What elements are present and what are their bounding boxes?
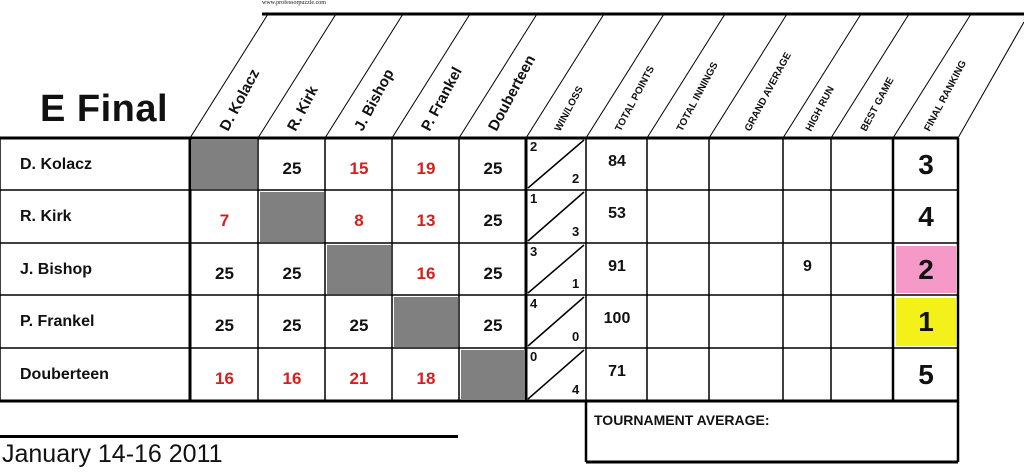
header-stat-label: TOTAL INNINGS xyxy=(674,60,721,134)
score-cell: 25 xyxy=(215,316,234,335)
page-title: E Final xyxy=(40,88,169,130)
score-cell: 16 xyxy=(215,369,234,388)
losses-value: 1 xyxy=(572,276,580,291)
wins-value: 4 xyxy=(530,296,538,311)
wins-value: 1 xyxy=(530,191,538,206)
losses-value: 2 xyxy=(572,171,580,186)
score-cell: 15 xyxy=(349,158,369,178)
score-cell: 25 xyxy=(483,263,503,283)
blank-self-cell xyxy=(327,245,391,294)
losses-value: 4 xyxy=(572,382,580,397)
header-stat-label: TOTAL POINTS xyxy=(613,64,658,134)
high-run xyxy=(785,350,830,400)
score-cell: 25 xyxy=(483,316,503,335)
score-cell: 8 xyxy=(354,211,364,230)
player-name: D. Kolacz xyxy=(20,155,93,173)
header-stat-label: FINAL RANKING xyxy=(922,58,970,134)
score-cell: 16 xyxy=(416,263,436,283)
final-ranking: 1 xyxy=(896,298,956,346)
score-cell: 25 xyxy=(282,316,302,335)
score-cell: 25 xyxy=(282,263,302,283)
score-cell: 18 xyxy=(416,369,436,388)
losses-value: 3 xyxy=(572,224,580,239)
score-cell: 25 xyxy=(215,263,234,283)
final-ranking: 2 xyxy=(896,246,956,293)
losses-value: 0 xyxy=(572,329,580,344)
tournament-average-label: TOURNAMENT AVERAGE: xyxy=(594,412,770,428)
score-cell: 25 xyxy=(282,158,302,178)
high-run: 9 xyxy=(803,257,812,275)
total-points: 100 xyxy=(603,310,631,327)
header-player-name: J. Bishop xyxy=(351,66,398,134)
total-points: 84 xyxy=(608,152,626,170)
score-cell: 25 xyxy=(483,211,503,230)
high-run xyxy=(785,192,830,242)
score-cell: 25 xyxy=(349,316,369,335)
player-name: R. Kirk xyxy=(20,208,72,225)
wins-value: 2 xyxy=(530,139,538,154)
header-stat-label: WIN/LOSS xyxy=(552,84,586,134)
player-name: Douberteen xyxy=(20,366,109,383)
event-date: January 14-16 2011 xyxy=(2,440,223,468)
header-stat-label: BEST GAME xyxy=(858,75,897,134)
player-name: J. Bishop xyxy=(20,260,93,278)
website-url: www.professorpuzzle.com xyxy=(262,0,326,6)
header-player-name: P. Frankel xyxy=(418,64,466,134)
blank-self-cell xyxy=(394,297,458,347)
high-run xyxy=(785,297,830,347)
score-cell: 13 xyxy=(416,211,436,230)
score-cell: 21 xyxy=(349,369,369,388)
wins-value: 0 xyxy=(530,349,538,364)
header-stat-label: HIGH RUN xyxy=(803,84,837,134)
total-points: 71 xyxy=(608,363,626,380)
score-cell: 16 xyxy=(282,369,302,388)
blank-self-cell xyxy=(192,140,257,189)
blank-self-cell xyxy=(260,192,324,242)
final-ranking: 5 xyxy=(918,359,934,390)
header-player-name: R. Kirk xyxy=(284,83,322,134)
header-player-name: Douberteen xyxy=(485,52,540,134)
wins-value: 3 xyxy=(530,244,538,259)
total-points: 91 xyxy=(608,257,626,275)
score-cell: 19 xyxy=(416,158,436,178)
final-ranking: 4 xyxy=(918,201,934,232)
final-ranking: 3 xyxy=(918,148,934,180)
player-name: P. Frankel xyxy=(20,313,95,330)
score-cell: 7 xyxy=(219,211,230,230)
high-run xyxy=(785,140,830,189)
total-points: 53 xyxy=(608,205,626,222)
score-cell: 25 xyxy=(483,158,503,178)
header-player-name: D. Kolacz xyxy=(216,66,264,134)
blank-self-cell xyxy=(461,350,525,400)
header-stat-label: GRAND AVERAGE xyxy=(742,50,794,134)
